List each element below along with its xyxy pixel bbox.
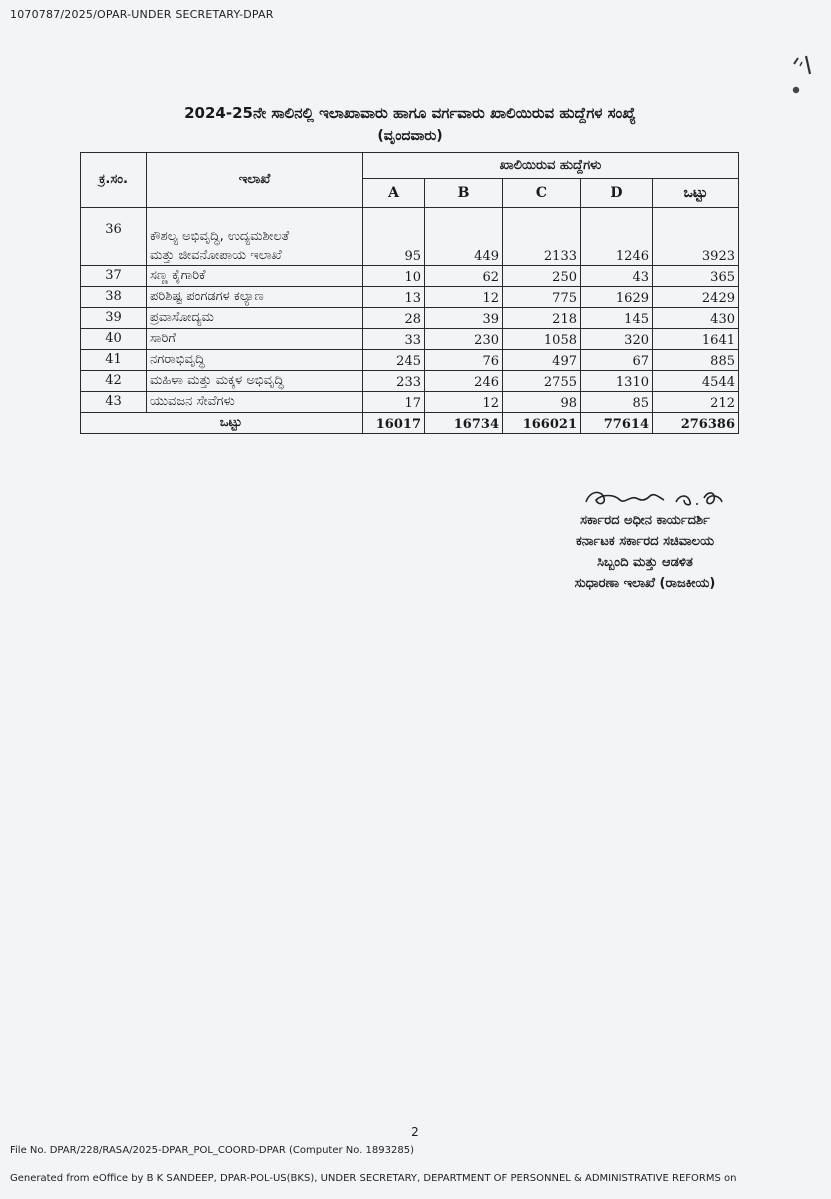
row-value-c: 1058 [503, 329, 581, 350]
row-value-a: 10 [363, 266, 425, 287]
table-row [81, 208, 739, 266]
table-row [81, 329, 739, 350]
row-department [147, 208, 363, 266]
totals-label: ಒಟ್ಟು [81, 413, 363, 434]
row-department: ಪರಿಶಿಷ್ಟ ಪಂಗಡಗಳ ಕಲ್ಯಾಣ [147, 287, 363, 308]
total-value-c: 166021 [503, 413, 581, 434]
row-value-a: 245 [363, 350, 425, 371]
row-value-c: 2755 [503, 371, 581, 392]
row-value-c: 775 [503, 287, 581, 308]
row-serial: 43 [81, 392, 147, 413]
serial-column-header: ಕ್ರ.ಸಂ. [81, 153, 147, 208]
department-column-header: ಇಲಾಖೆ [147, 153, 363, 208]
corner-scan-marks [784, 48, 824, 108]
group-b-header: B [425, 179, 503, 208]
row-department: ಸಾರಿಗೆ [147, 329, 363, 350]
row-department: ಯುವಜನ ಸೇವೆಗಳು [147, 392, 363, 413]
group-d-header: D [581, 179, 653, 208]
row-value-d: 43 [581, 266, 653, 287]
row-serial: 36 [81, 208, 147, 266]
document-title: 2024-25ನೇ ಸಾಲಿನಲ್ಲಿ ಇಲಾಖಾವಾರು ಹಾಗೂ ವರ್ಗವಾರು ಖಾಲಿಯಿರುವ ಹುದ್ದೆಗಳ ಸಂಖ್ಯೆ [184, 104, 636, 122]
row-value-total: 430 [653, 308, 739, 329]
row-value-total: 885 [653, 350, 739, 371]
row-value-d: 85 [581, 392, 653, 413]
document-subtitle: (ವೃಂದವಾರು) [377, 128, 443, 144]
footer-generated-by: Generated from eOffice by B K SANDEEP, DPAR-POL-US(BKS), UNDER SECRETARY, DEPARTMENT OF PERSONNEL & ADMINISTRATIVE REFORMS on [10, 1173, 737, 1184]
footer-file-number: File No. DPAR/228/RASA/2025-DPAR_POL_COORD-DPAR (Computer No. 1893285) [10, 1145, 414, 1156]
totals-row [81, 413, 739, 434]
row-department: ಪ್ರವಾಸೋದ್ಯಮ [147, 308, 363, 329]
department-line-1: ಕೌಶಲ್ಯ ಅಭಿವೃದ್ಧಿ, ಉದ್ಯಮಶೀಲತೆ [150, 229, 290, 244]
vacant-posts-group-header: ಖಾಲಿಯಿರುವ ಹುದ್ದೆಗಳು [363, 153, 739, 179]
handwritten-signature [580, 484, 730, 512]
table-row [81, 350, 739, 371]
row-value-a: 28 [363, 308, 425, 329]
page-number: 2 [411, 1125, 419, 1139]
row-value-d: 1310 [581, 371, 653, 392]
row-value-b: 230 [425, 329, 503, 350]
row-value-c: 98 [503, 392, 581, 413]
row-value-a: 17 [363, 392, 425, 413]
vacancy-table [80, 152, 739, 434]
row-value-c: 218 [503, 308, 581, 329]
signatory-department-line1: ಸಿಬ್ಬಂದಿ ಮತ್ತು ಆಡಳಿತ [597, 555, 693, 570]
row-value-a: 95 [363, 208, 425, 266]
row-value-total: 1641 [653, 329, 739, 350]
table-row [81, 287, 739, 308]
total-column-header: ಒಟ್ಟು [653, 179, 739, 208]
table-row [81, 371, 739, 392]
row-value-total: 4544 [653, 371, 739, 392]
group-c-header: C [503, 179, 581, 208]
row-value-b: 12 [425, 392, 503, 413]
row-value-b: 449 [425, 208, 503, 266]
row-serial: 37 [81, 266, 147, 287]
row-serial: 41 [81, 350, 147, 371]
row-value-d: 320 [581, 329, 653, 350]
row-value-total: 212 [653, 392, 739, 413]
row-value-d: 145 [581, 308, 653, 329]
total-value-d: 77614 [581, 413, 653, 434]
row-value-c: 2133 [503, 208, 581, 266]
row-value-a: 13 [363, 287, 425, 308]
row-serial: 40 [81, 329, 147, 350]
row-department: ನಗರಾಭಿವೃದ್ಧಿ [147, 350, 363, 371]
group-a-header: A [363, 179, 425, 208]
row-value-d: 67 [581, 350, 653, 371]
table-row [81, 392, 739, 413]
row-value-d: 1246 [581, 208, 653, 266]
table-row [81, 266, 739, 287]
row-value-c: 250 [503, 266, 581, 287]
signatory-designation: ಸರ್ಕಾರದ ಅಧೀನ ಕಾರ್ಯದರ್ಶಿ [580, 513, 710, 528]
row-value-b: 62 [425, 266, 503, 287]
file-reference-header: 1070787/2025/OPAR-UNDER SECRETARY-DPAR [10, 8, 274, 21]
signatory-block [530, 510, 760, 594]
signatory-department-line2: ಸುಧಾರಣಾ ಇಲಾಖೆ (ರಾಜಕೀಯ) [574, 576, 716, 591]
row-value-total: 365 [653, 266, 739, 287]
row-value-total: 2429 [653, 287, 739, 308]
row-value-c: 497 [503, 350, 581, 371]
row-serial: 39 [81, 308, 147, 329]
row-value-b: 12 [425, 287, 503, 308]
row-value-d: 1629 [581, 287, 653, 308]
total-value-b: 16734 [425, 413, 503, 434]
grand-total-value: 276386 [653, 413, 739, 434]
row-value-b: 246 [425, 371, 503, 392]
department-line-2: ಮತ್ತು ಜೀವನೋಪಾಯ ಇಲಾಖೆ [150, 248, 282, 263]
row-serial: 38 [81, 287, 147, 308]
row-value-total: 3923 [653, 208, 739, 266]
table-row [81, 308, 739, 329]
row-department: ಮಹಿಳಾ ಮತ್ತು ಮಕ್ಕಳ ಅಭಿವೃದ್ಧಿ [147, 371, 363, 392]
row-value-a: 33 [363, 329, 425, 350]
row-value-b: 39 [425, 308, 503, 329]
total-value-a: 16017 [363, 413, 425, 434]
signatory-organization: ಕರ್ನಾಟಕ ಸರ್ಕಾರದ ಸಚಿವಾಲಯ [575, 534, 715, 549]
row-value-a: 233 [363, 371, 425, 392]
row-serial: 42 [81, 371, 147, 392]
row-value-b: 76 [425, 350, 503, 371]
row-department: ಸಣ್ಣ ಕೈಗಾರಿಕೆ [147, 266, 363, 287]
